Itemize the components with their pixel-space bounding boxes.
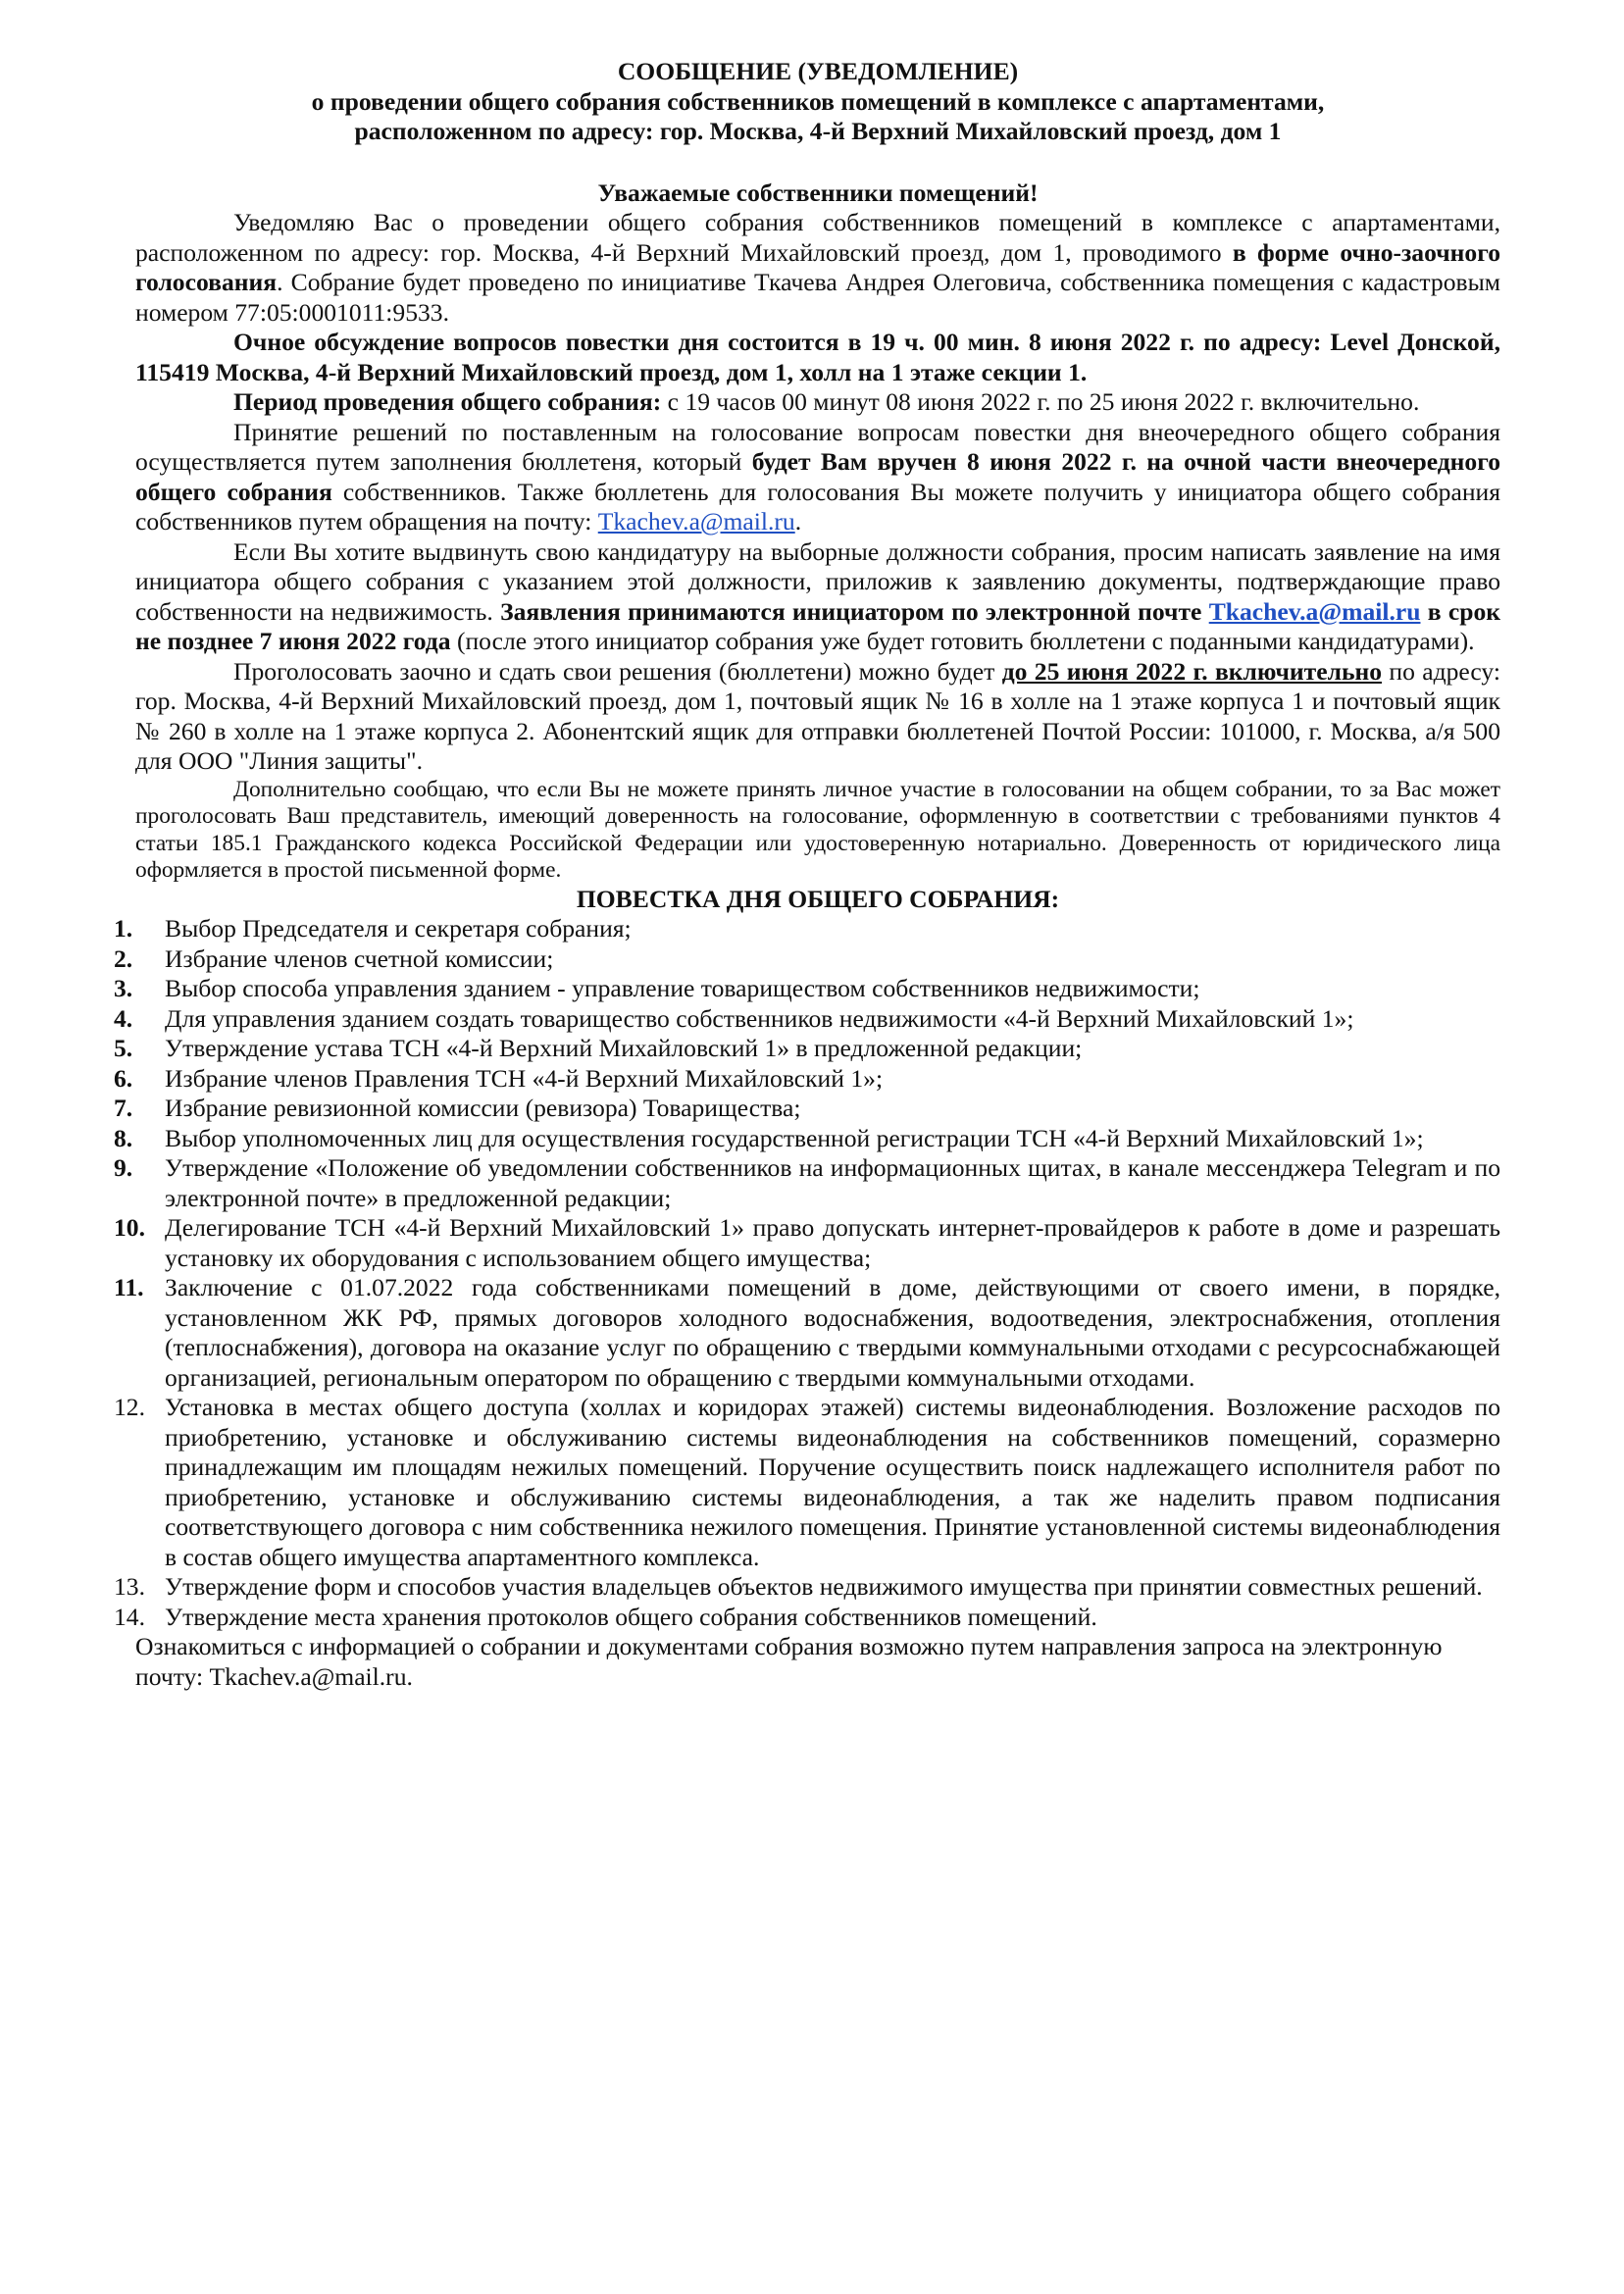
agenda-item-text: Для управления зданием создать товарищество собственников недвижимости «4-й Верхний Михайловский 1»; bbox=[165, 1003, 1354, 1033]
agenda-item bbox=[114, 1572, 1500, 1603]
p6-text-c: по адресу: гор. Москва, 4-й Верхний Михайловский проезд, дом 1, почтовый ящик № 16 в холле на 1 этаже корпуса 1 и почтовый ящик № 260 в холле на 1 этаже корпуса 2. Абонентский ящик для отправки бюллетеней Почтой России: 101000, г. Москва, а/я 500 для ООО "Линия защиты". bbox=[135, 656, 1501, 775]
agenda-item-number: 5. bbox=[114, 1034, 133, 1063]
agenda-item-number: 10. bbox=[114, 1213, 145, 1243]
agenda-item-text: Утверждение устава ТСН «4-й Верхний Михайловский 1» в предложенной редакции; bbox=[165, 1034, 1083, 1063]
agenda-item-text: Заключение с 01.07.2022 года собственниками помещений в доме, действующими от своего имени, в порядке, установленном ЖК РФ, прямых договоров холодного водоснабжения, водоотведения, электроснабжения, отопления (теплоснабжения), договора на оказание услуг по обращению с твердыми коммунальными отходами с ресурсоснабжающей организацией, региональным оператором по обращению с твердыми коммунальными отходами. bbox=[165, 1273, 1500, 1392]
agenda-item bbox=[114, 914, 1500, 944]
p4-text-d: . bbox=[794, 507, 802, 535]
paragraph-meeting-period bbox=[135, 387, 1500, 418]
agenda-item-number: 4. bbox=[114, 1003, 133, 1033]
paragraph-in-person-discussion: Очное обсуждение вопросов повестки дня состоится в 19 ч. 00 мин. 8 июня 2022 г. по адресу: Level Донской, 115419 Москва, 4-й Верхний Михайловский проезд, дом 1, холл на 1 этаже секции 1. bbox=[135, 328, 1500, 386]
agenda-item-text: Выбор способа управления зданием - управление товариществом собственников недвижимости; bbox=[165, 974, 1200, 1003]
agenda-item-text: Выбор Председателя и секретаря собрания; bbox=[165, 914, 632, 943]
agenda-item-text: Избрание членов Правления ТСН «4-й Верхний Михайловский 1»; bbox=[165, 1063, 884, 1093]
greeting: Уважаемые собственники помещений! bbox=[597, 178, 1039, 207]
paragraph-candidacy bbox=[135, 537, 1500, 657]
agenda-item-number: 12. bbox=[114, 1393, 145, 1422]
agenda-item-number: 7. bbox=[114, 1094, 133, 1123]
agenda-item bbox=[114, 943, 1500, 975]
p3-text-b: с 19 часов 00 минут 08 июня 2022 г. по 25 июня 2022 г. включительно. bbox=[661, 387, 1420, 416]
footer-contact-info: Ознакомиться с информацией о собрании и документами собрания возможно путем направления запроса на электронную почту: Tkachev.a@mail.ru. bbox=[135, 1632, 1443, 1691]
agenda-item-text: Утверждение места хранения протоколов общего собрания собственников помещений. bbox=[165, 1602, 1097, 1631]
agenda-item-text: Выбор уполномоченных лиц для осуществления государственной регистрации ТСН «4-й Верхний Михайловский 1»; bbox=[165, 1123, 1424, 1152]
agenda-item bbox=[114, 1393, 1500, 1572]
paragraph-proxy: Дополнительно сообщаю, что если Вы не можете принять личное участие в голосовании на общем собрании, то за Вас может проголосовать Ваш представитель, имеющий доверенность на голосование, оформленную в соответствии с требованиями пунктов 4 статьи 185.1 Гражданского кодекса Российской Федерации или удостоверенную нотариально. Доверенность от юридического лица оформляется в простой письменной форме. bbox=[135, 776, 1500, 884]
p5-text-bold-deadline: в срок не позднее 7 июня 2022 года bbox=[135, 596, 1500, 655]
agenda-item bbox=[114, 1094, 1500, 1124]
doc-subtitle-line1: о проведении общего собрания собственников помещений в комплексе с апартаментами, bbox=[311, 86, 1325, 116]
agenda-item bbox=[114, 1602, 1500, 1633]
p4-text-a: Принятие решений по поставленным на голосование вопросам повестки дня внеочередного общего собрания осуществляется путем заполнения бюллетеня, который bbox=[135, 417, 1500, 476]
agenda-item-number: 8. bbox=[114, 1123, 133, 1152]
doc-title: СООБЩЕНИЕ (УВЕДОМЛЕНИЕ) bbox=[617, 57, 1019, 85]
agenda-item bbox=[114, 974, 1500, 1004]
agenda-item-text: Утверждение форм и способов участия владельцев объектов недвижимого имущества при принятии совместных решений. bbox=[165, 1572, 1483, 1602]
doc-subtitle-line2: расположенном по адресу: гор. Москва, 4-й Верхний Михайловский проезд, дом 1 bbox=[354, 117, 1282, 145]
agenda-item-number: 3. bbox=[114, 974, 133, 1003]
agenda-item bbox=[114, 1153, 1500, 1213]
paragraph-absentee-voting bbox=[135, 657, 1500, 777]
p3-text-bold: Период проведения общего собрания: bbox=[233, 387, 662, 416]
agenda-item-number: 14. bbox=[114, 1602, 145, 1631]
p6-text-a: Проголосовать заочно и сдать свои решения (бюллетени) можно будет bbox=[233, 656, 1002, 686]
p6-text-deadline: до 25 июня 2022 г. включительно bbox=[1001, 656, 1383, 686]
p1-text-c: . Собрание будет проведено по инициативе Ткачева Андрея Олеговича, собственника помещения с кадастровым номером 77:05:0001011:9533. bbox=[135, 268, 1500, 327]
agenda-item-text: Утверждение «Положение об уведомлении собственников на информационных щитах, в канале мессенджера Telegram и по электронной почте» в предложенной редакции; bbox=[165, 1153, 1500, 1212]
agenda-title: ПОВЕСТКА ДНЯ ОБЩЕГО СОБРАНИЯ: bbox=[576, 884, 1060, 913]
p1-text-bold: в форме очно-заочного голосования bbox=[135, 237, 1500, 296]
p1-text-a: Уведомляю Вас о проведении общего собрания собственников помещений в комплексе с апартаментами, расположенном по адресу: гор. Москва, 4-й Верхний Михайловский проезд, дом 1, проводимого bbox=[135, 208, 1500, 267]
agenda-item-number: 1. bbox=[114, 914, 133, 943]
p5-text-d: (после этого инициатор собрания уже будет готовить бюллетени с поданными кандидатурами). bbox=[450, 627, 1475, 655]
agenda-item-number: 9. bbox=[114, 1153, 133, 1183]
agenda-item-text: Избрание ревизионной комиссии (ревизора) Товарищества; bbox=[165, 1094, 801, 1123]
p4-text-bold: будет Вам вручен 8 июня 2022 г. на очной части внеочередного общего собрания bbox=[135, 447, 1500, 506]
paragraph-ballot-info bbox=[135, 418, 1500, 537]
agenda-item bbox=[114, 1034, 1500, 1064]
agenda-item bbox=[114, 1273, 1500, 1393]
agenda-item-number: 13. bbox=[114, 1572, 145, 1602]
agenda-item bbox=[114, 1003, 1500, 1035]
agenda-item bbox=[114, 1063, 1500, 1095]
document-page bbox=[114, 57, 1501, 1692]
agenda-item-text: Установка в местах общего доступа (холлах и коридорах этажей) системы видеонаблюдения. Возложение расходов по приобретению, установке и обслуживанию системы видеонаблюдения на собственников помещений, соразмерно принадлежащим им площадям нежилых помещений. Поручение осуществить поиск надлежащего исполнителя работ по приобретению, установке и обслуживанию системы видеонаблюдения, а так же наделить правом подписания соответствующего договора с ним собственника нежилого помещения. Принятие установленной системы видеонаблюдения в состав общего имущества апартаментного комплекса. bbox=[165, 1393, 1500, 1571]
agenda-item-number: 6. bbox=[114, 1063, 133, 1093]
agenda-item-text: Избрание членов счетной комиссии; bbox=[165, 943, 554, 973]
agenda-item bbox=[114, 1213, 1500, 1273]
agenda-item bbox=[114, 1123, 1500, 1154]
paragraph-meeting-notice bbox=[135, 208, 1500, 328]
email-link[interactable]: Tkachev.a@mail.ru bbox=[597, 507, 795, 535]
agenda-item-number: 2. bbox=[114, 943, 133, 973]
agenda-item-text: Делегирование ТСН «4-й Верхний Михайловский 1» право допускать интернет-провайдеров к работе в доме и разрешать установку их оборудования с использованием общего имущества; bbox=[165, 1213, 1500, 1272]
p4-text-c: собственников. Также бюллетень для голосования Вы можете получить у инициатора общего собрания собственников путем обращения на почту: bbox=[135, 477, 1500, 535]
agenda-list bbox=[114, 914, 1500, 1632]
agenda-item-number: 11. bbox=[114, 1273, 144, 1302]
p5-text-bold: Заявления принимаются инициатором по электронной почте bbox=[500, 596, 1209, 626]
email-link[interactable]: Tkachev.a@mail.ru bbox=[1208, 596, 1421, 626]
p5-text-a: Если Вы хотите выдвинуть свою кандидатуру на выборные должности собрания, просим написать заявление на имя инициатора общего собрания с указанием этой должности, приложив к заявлению документы, подтверждающие право собственности на недвижимость. bbox=[135, 536, 1500, 626]
